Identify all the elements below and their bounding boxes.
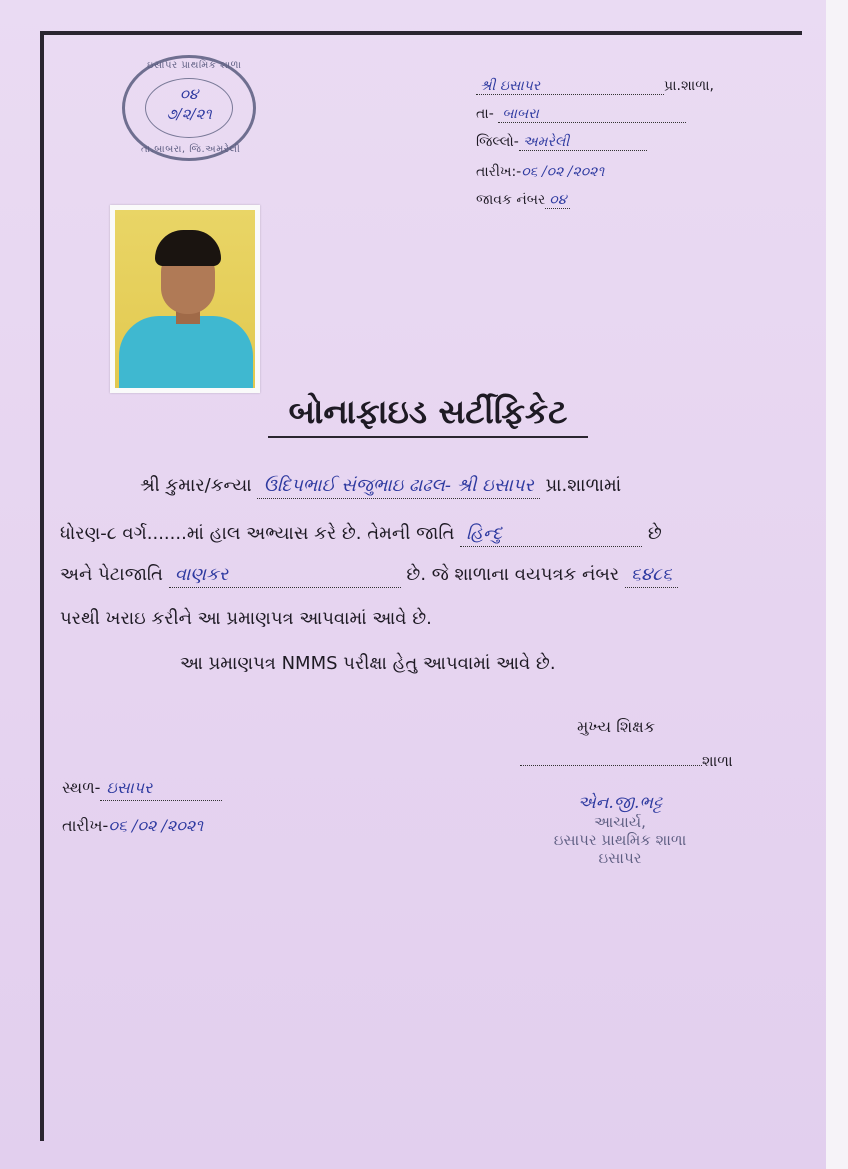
photo-background [115, 210, 255, 388]
principal-signature: એન.જી.ભટ્ટ [577, 793, 663, 813]
line3-prefix: અને પેટાજાતિ [60, 564, 163, 585]
school-dotted-blank [520, 765, 702, 766]
subcaste-value: વાણકર [169, 563, 401, 588]
seal-date: ૭/૨/૨૧ [166, 105, 212, 123]
school-seal [122, 55, 256, 161]
seal-ring-bottom-text: તા.બાબરા, જિ.અમરેલી [141, 144, 241, 155]
body-line-1 [140, 474, 621, 499]
body-line-2 [60, 522, 662, 547]
photo-hair [155, 230, 221, 266]
place-label: સ્થળ- [62, 778, 101, 797]
outward-value: ૦૪ [545, 192, 570, 209]
body-line-5: આ પ્રમાણપત્ર NMMS પરીક્ષા હેતુ આપવામાં આવે છે. [180, 653, 556, 674]
footer-date-label: તારીખ- [62, 816, 109, 835]
header-date-label: તારીખ:- [476, 164, 522, 180]
school-value: શ્રી ઇસાપર [476, 78, 664, 95]
school-signature-line [520, 752, 733, 770]
header-date-value: ૦૬ /૦૨ /૨૦૨૧ [521, 164, 605, 180]
header-school-line [476, 78, 714, 95]
footer-date-line [62, 814, 203, 838]
principal-stamp [530, 793, 710, 867]
outward-label: જાવક નંબર [476, 192, 546, 208]
designation: આચાર્ય, [594, 813, 646, 831]
stamp-village: ઇસાપર [598, 849, 642, 867]
border-left [40, 31, 44, 1141]
taluka-label: તા- [476, 106, 494, 122]
body-line-3 [60, 563, 678, 588]
footer-place-line [62, 776, 222, 801]
body-line-4: પરથી ખરાઇ કરીને આ પ્રમાણપત્ર આપવામાં આવે છે. [60, 608, 432, 629]
seal-ring-top-text: ઇસાપર પ્રાથમિક શાળા [147, 60, 242, 71]
caste-value: હિન્દુ [460, 522, 642, 547]
header-district-line [476, 134, 647, 151]
photo-shirt [119, 316, 253, 388]
line2-suffix: છે [647, 523, 662, 544]
line1-suffix: પ્રા.શાળામાં [545, 475, 622, 496]
district-value: અમરેલી [519, 134, 647, 151]
header-taluka-line [476, 106, 686, 123]
school-line-label: શાળા [702, 752, 733, 770]
student-name: ઉદિપભાઈ સંજુભાઇ ઢાઢલ- શ્રી ઇસાપર [257, 474, 539, 499]
taluka-value: બાબરા [498, 106, 686, 123]
line2-prefix: ધોરણ-૮ વર્ગ.......માં હાલ અભ્યાસ કરે છે. તેમની જાતિ [60, 523, 455, 544]
line3-mid: છે. જે શાળાના વયપત્રક નંબર [406, 564, 620, 585]
school-suffix: પ્રા.શાળા, [664, 78, 714, 94]
certificate-title: બોનાફાઇડ સર્ટીફિકેટ [268, 392, 588, 438]
district-label: જિલ્લો- [476, 134, 519, 150]
header-outward-line [476, 192, 570, 209]
page-edge [826, 0, 848, 1169]
stamp-school-name: ઇસાપર પ્રાથમિક શાળા [553, 831, 687, 849]
place-value: ઇસાપર [100, 776, 222, 801]
header-date-line [476, 164, 604, 180]
register-number: ૬૪૮૬ [625, 563, 678, 588]
head-teacher-label: મુખ્ય શિક્ષક [577, 717, 656, 736]
footer-date-value: ૦૬ /૦૨ /૨૦૨૧ [108, 816, 204, 835]
line1-prefix: શ્રી કુમાર/કન્યા [140, 475, 252, 496]
seal-number: ૦૪ [179, 85, 199, 103]
student-photo [110, 205, 260, 393]
border-top [40, 31, 802, 35]
